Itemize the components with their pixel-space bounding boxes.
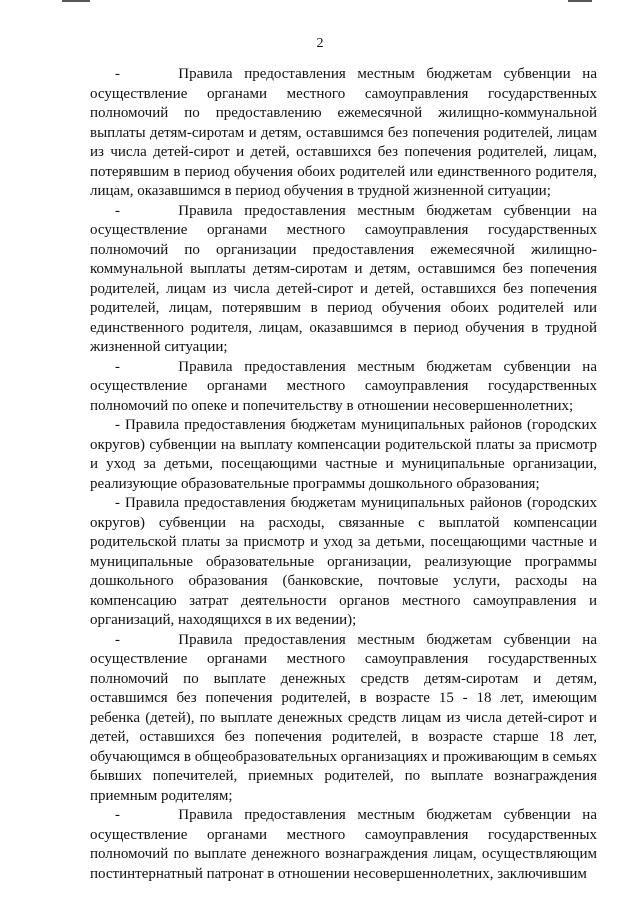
top-edge-line-left: [62, 0, 90, 2]
document-body: [90, 65, 597, 884]
list-item: - Правила предоставления бюджетам муниципальных районов (городских округов) субвенции на расходы, связанные с выплатой компенсации родительской платы за присмотр и уход за детьми, посещающими частные и муниципальные образовательные организации, реализующие программы дошкольного образования (банковские, почтовые услуги, расходы на компенсацию затрат деятельности органов местного самоуправления и организаций, находящихся в их ведении);: [90, 495, 597, 628]
list-item: - Правила предоставления местным бюджетам субвенции на осуществление органами местного самоуправления государственных полномочий по выплате денежного вознаграждения лицам, осуществляющим постинтернатный патронат в отношении несовершеннолетних, заключившим: [90, 807, 597, 882]
list-item: - Правила предоставления местным бюджетам субвенции на осуществление органами местного самоуправления государственных полномочий по организации предоставления ежемесячной жилищно-коммунальной выплаты детям-сиротам и детям, оставшимся без попечения родителей, лицам из числа детей-сирот и детей, оставшихся без попечения родителей, лицам, потерявшим в период обучения обоих родителей или единственного родителя, лицам, оказавшимся в период обучения в трудной жизненной ситуации;: [90, 202, 597, 355]
page-number: 2: [316, 36, 324, 51]
top-edge-line-right: [568, 0, 592, 2]
list-item: - Правила предоставления местным бюджетам субвенции на осуществление органами местного самоуправления государственных полномочий по опеке и попечительству в отношении несовершеннолетних;: [90, 358, 597, 414]
list-item: - Правила предоставления местным бюджетам субвенции на осуществление органами местного самоуправления государственных полномочий по выплате денежных средств детям-сиротам и детям, оставшимся без попечения родителей, в возрасте 15 - 18 лет, имеющим ребенка (детей), по выплате денежных средств лицам из числа детей-сирот и детей, оставшихся без попечения родителей, в возрасте старше 18 лет, обучающимся в общеобразовательных организациях и проживающим в семьях бывших попечителей, приемных родителей, по выплате вознаграждения приемным родителям;: [90, 631, 597, 804]
list-item: - Правила предоставления бюджетам муниципальных районов (городских округов) субвенции на выплату компенсации родительской платы за присмотр и уход за детьми, посещающими частные и муниципальные организации, реализующие образовательные программы дошкольного образования;: [90, 417, 597, 492]
list-item: - Правила предоставления местным бюджетам субвенции на осуществление органами местного самоуправления государственных полномочий по предоставлению ежемесячной жилищно-коммунальной выплаты детям-сиротам и детям, оставшимся без попечения родителей, лицам из числа детей-сирот и детей, оставшихся без попечения родителей, лицам, потерявшим в период обучения обоих родителей или единственного родителя, лицам, оказавшимся в период обучения в трудной жизненной ситуации;: [90, 66, 597, 199]
